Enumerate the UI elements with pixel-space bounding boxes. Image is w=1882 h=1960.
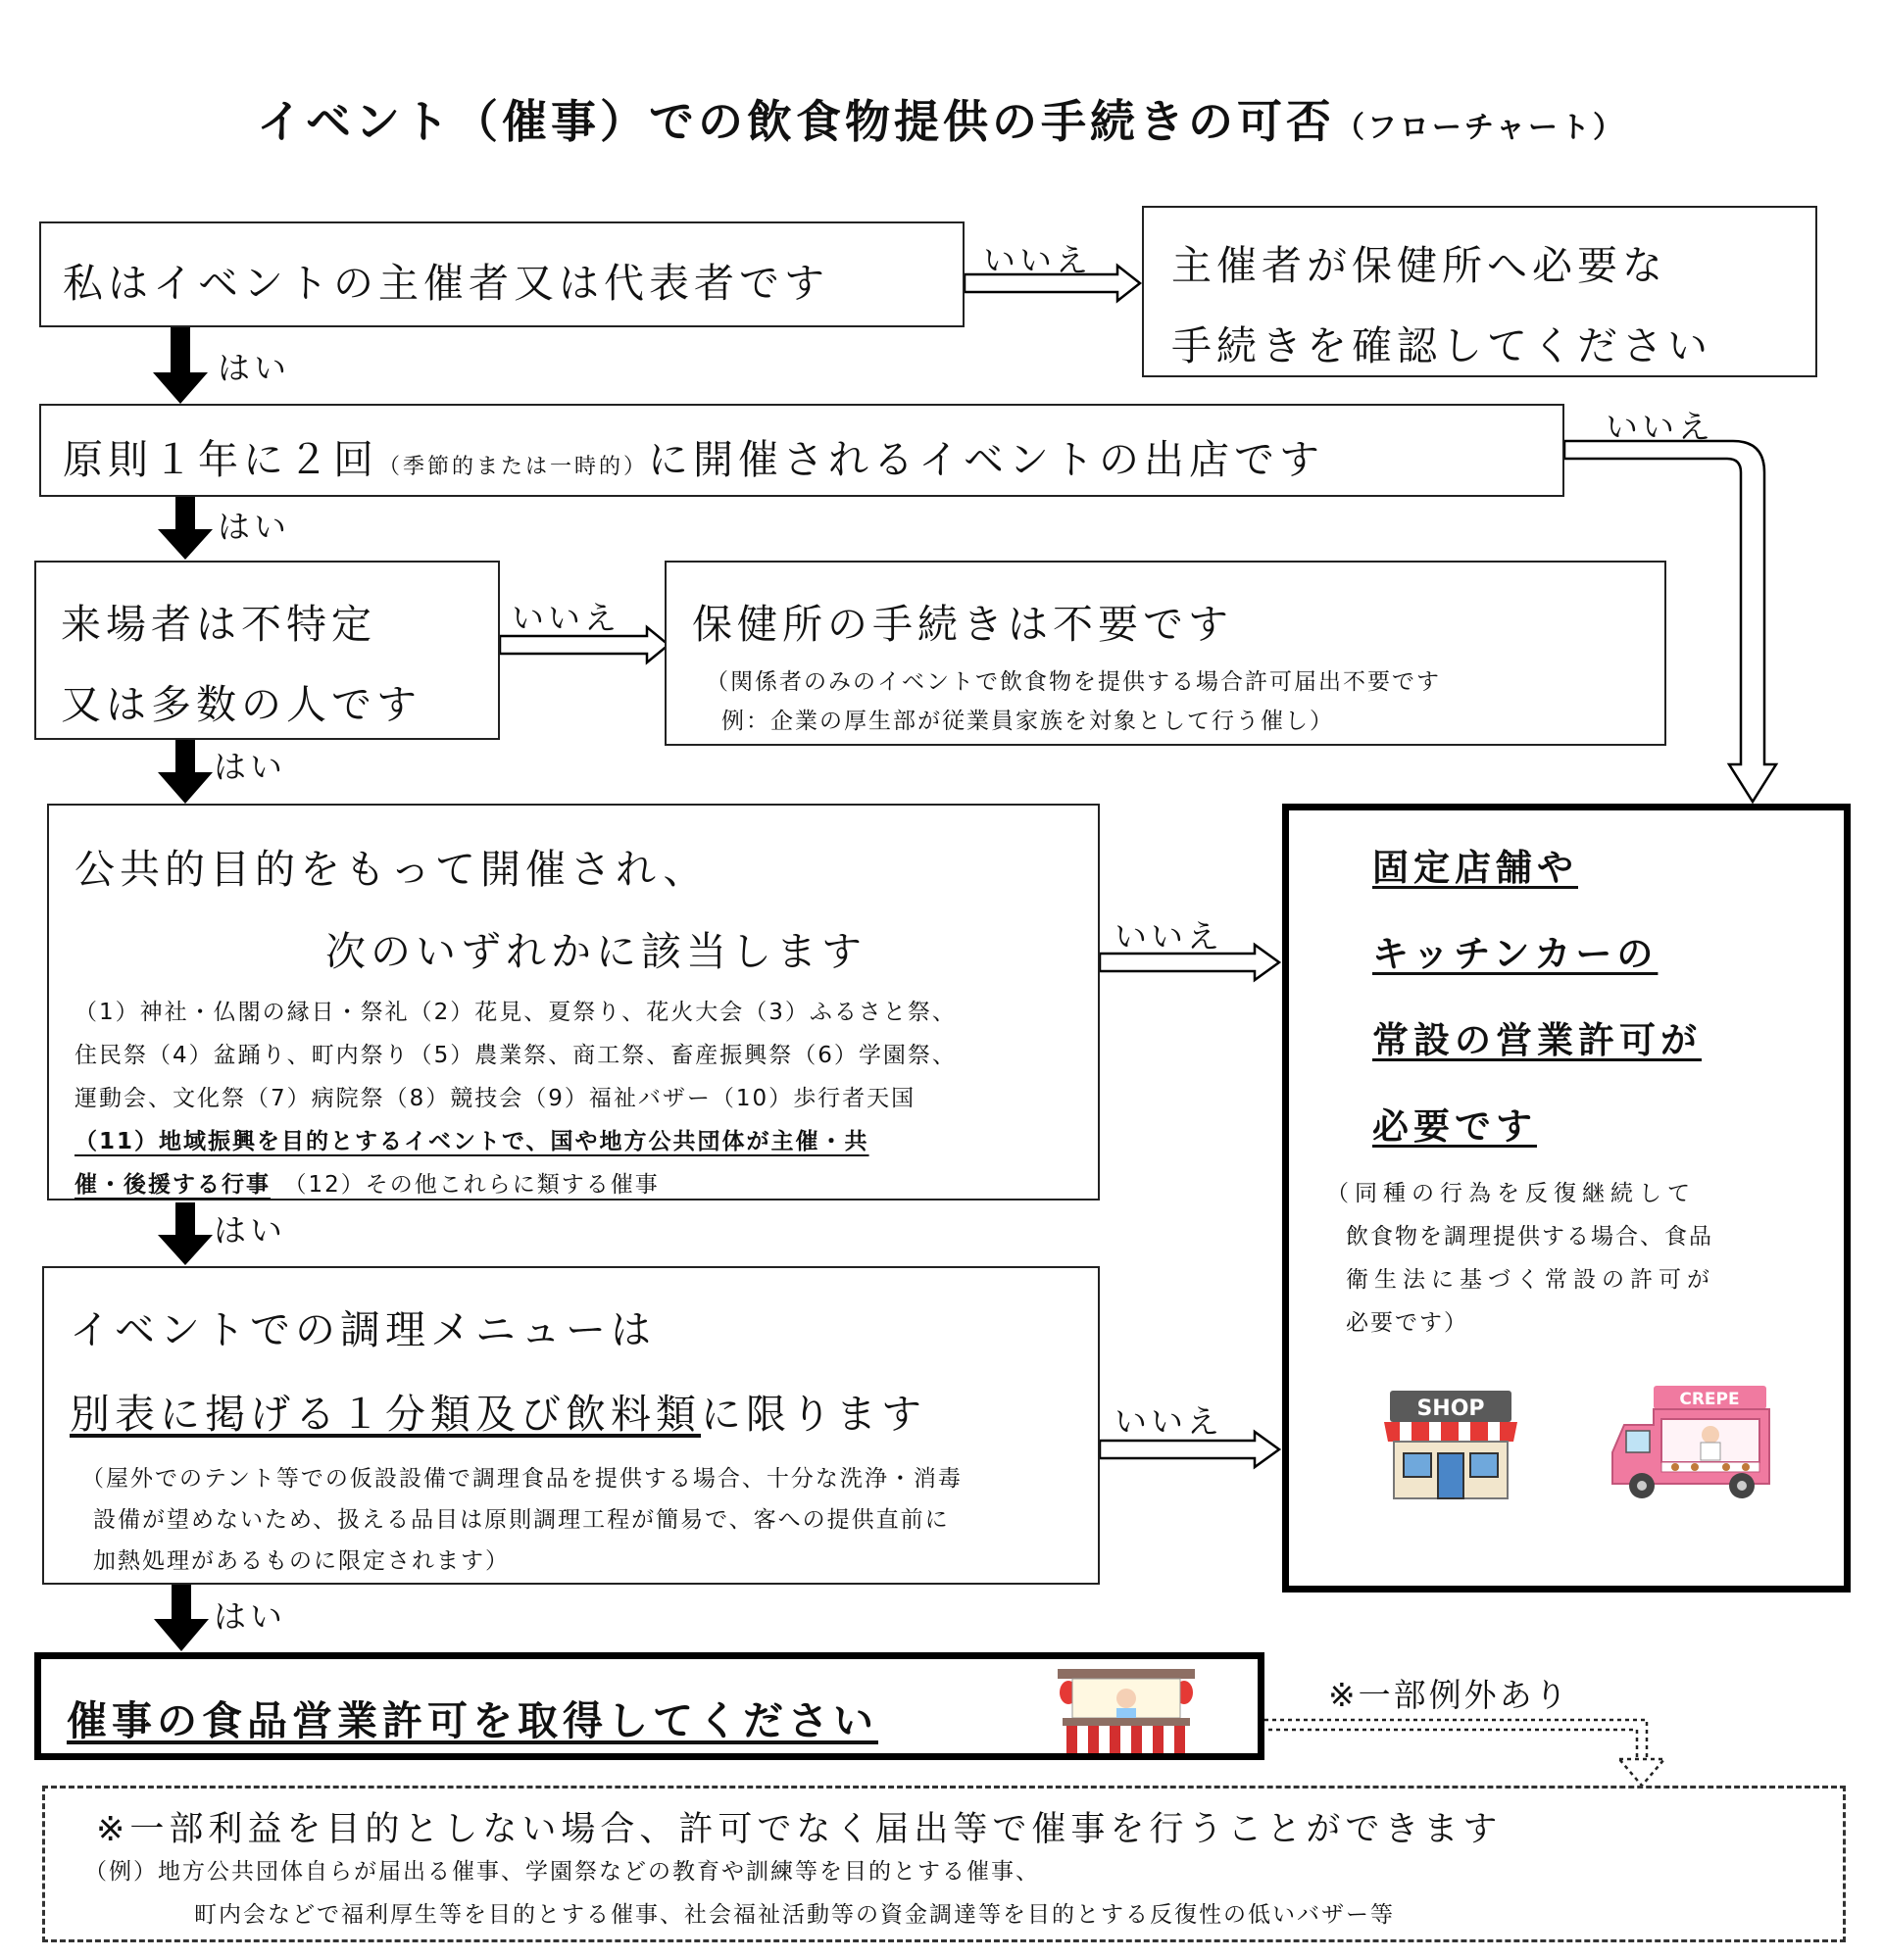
question-menu-line2 — [70, 1382, 926, 1440]
yes-label-5: はい — [214, 1597, 286, 1636]
yes-label-4: はい — [214, 1211, 286, 1250]
result-confirm-with-organizer — [1142, 206, 1817, 377]
question-twice-post: に開催されるイベントの出店です — [648, 436, 1325, 483]
yes-label-3: はい — [214, 748, 286, 786]
question-twice-a-year-text — [63, 427, 1324, 485]
exception-arrow — [1264, 1720, 1664, 1786]
result-fixed-note3: 衛生法に基づく常設の許可が — [1346, 1267, 1715, 1293]
question-public-line1: 公共的目的をもって開催され、 — [74, 846, 709, 893]
result-fixed-line3: 常設の営業許可が — [1372, 1019, 1702, 1061]
truck-sign-text: CREPE — [1679, 1390, 1740, 1409]
question-public-list2: 住民祭（4）盆踊り、町内祭り（5）農業祭、商工祭、畜産振興祭（6）学園祭、 — [74, 1043, 957, 1068]
title-sub: （フローチャート） — [1334, 111, 1626, 145]
result-fixed-note2: 飲食物を調理提供する場合、食品 — [1346, 1224, 1713, 1250]
question-menu-line2b: に限ります — [701, 1391, 926, 1438]
question-organizer — [39, 221, 965, 327]
question-public-list3: 運動会、文化祭（7）病院祭（8）競技会（9）福祉バザー（10）歩行者天国 — [74, 1086, 916, 1111]
question-visitors-line1: 来場者は不特定 — [61, 601, 376, 648]
question-organizer-text: 私はイベントの主催者又は代表者です — [63, 260, 829, 307]
shop-sign-text: SHOP — [1416, 1396, 1485, 1421]
food-stall-illustration — [1043, 1665, 1210, 1755]
question-menu-note3: 加熱処理があるものに限定されます） — [93, 1548, 510, 1574]
exception-note-line2: （例）地方公共団体自らが届出る催事、学園祭などの教育や訓練等を目的とする催事、 — [84, 1859, 1040, 1885]
yes-label-1: はい — [218, 349, 290, 387]
question-menu-line2a: 別表に掲げる１分類及び飲料類 — [70, 1391, 701, 1438]
result-confirm-line2: 手続きを確認してください — [1171, 322, 1712, 369]
question-public-line2: 次のいずれかに該当します — [325, 928, 867, 975]
result-fixed-permit — [1282, 804, 1851, 1592]
result-no-procedure — [665, 561, 1666, 746]
question-menu-note2: 設備が望めないため、扱える品目は原則調理工程が簡易で、客への提供直前に — [93, 1507, 950, 1533]
question-twice-pre: 原則１年に２回 — [63, 436, 378, 483]
kitchen-car-illustration — [1605, 1384, 1776, 1506]
result-fixed-line1: 固定店舗や — [1372, 847, 1578, 889]
result-fixed-line4: 必要です — [1372, 1105, 1537, 1148]
question-twice-small: （季節的または一時的） — [378, 455, 649, 479]
no-label-3: いいえ — [512, 599, 620, 637]
exception-note-line3: 町内会などで福利厚生等を目的とする催事、社会福祉活動等の資金調達等を目的とする反復性の低いバザー等 — [194, 1902, 1395, 1928]
result-event-permit-text: 催事の食品営業許可を取得してください — [67, 1697, 878, 1744]
no-label-2: いいえ — [1606, 408, 1714, 446]
result-confirm-line1: 主催者が保健所へ必要な — [1171, 242, 1667, 289]
question-menu-note1: （屋外でのテント等での仮設設備で調理食品を提供する場合、十分な洗浄・消毒 — [81, 1466, 963, 1492]
no-label-1: いいえ — [983, 241, 1092, 279]
question-twice-a-year — [39, 404, 1564, 497]
yes-arrow-5 — [154, 1585, 209, 1651]
yes-arrow-1 — [153, 327, 208, 404]
result-fixed-note4: 必要です） — [1346, 1310, 1468, 1336]
result-no-procedure-note1: （関係者のみのイベントで飲食物を提供する場合許可届出不要です — [706, 669, 1441, 695]
question-public-list5a: 催・後援する行事 — [74, 1172, 271, 1198]
yes-arrow-2 — [158, 497, 213, 560]
question-visitors-line2: 又は多数の人です — [61, 681, 421, 728]
result-fixed-note1: （同種の行為を反復継続して — [1326, 1181, 1696, 1206]
exception-note-box — [42, 1786, 1846, 1942]
exception-label: ※一部例外あり — [1328, 1676, 1570, 1714]
shop-illustration — [1382, 1389, 1519, 1501]
question-public-list4: （11）地域振興を目的とするイベントで、国や地方公共団体が主催・共 — [74, 1129, 869, 1154]
result-no-procedure-main: 保健所の手続きは不要です — [692, 601, 1233, 648]
exception-note-line1: ※一部利益を目的としない場合、許可でなく届出等で催事を行うことができます — [96, 1810, 1503, 1849]
yes-arrow-3 — [158, 740, 213, 804]
question-public-list1: （1）神社・仏閣の縁日・祭礼（2）花見、夏祭り、花火大会（3）ふるさと祭、 — [74, 1000, 957, 1025]
question-public-list5 — [74, 1166, 660, 1199]
no-label-4: いいえ — [1114, 917, 1223, 956]
question-unspecified-visitors — [34, 561, 500, 740]
no-label-5: いいえ — [1114, 1402, 1223, 1441]
question-cooking-menu — [42, 1266, 1100, 1585]
result-no-procedure-note2: 例：企業の厚生部が従業員家族を対象として行う催し） — [721, 709, 1334, 734]
yes-label-2: はい — [218, 508, 290, 546]
question-public-list5b: （12）その他これらに類する催事 — [295, 1172, 660, 1198]
title-main: イベント（催事）での飲食物提供の手続きの可否 — [256, 95, 1335, 148]
result-fixed-line2: キッチンカーの — [1372, 933, 1659, 975]
yes-arrow-4 — [158, 1202, 213, 1265]
result-event-permit — [34, 1652, 1264, 1760]
question-menu-line1: イベントでの調理メニューは — [70, 1306, 656, 1353]
question-public-purpose — [47, 804, 1100, 1200]
